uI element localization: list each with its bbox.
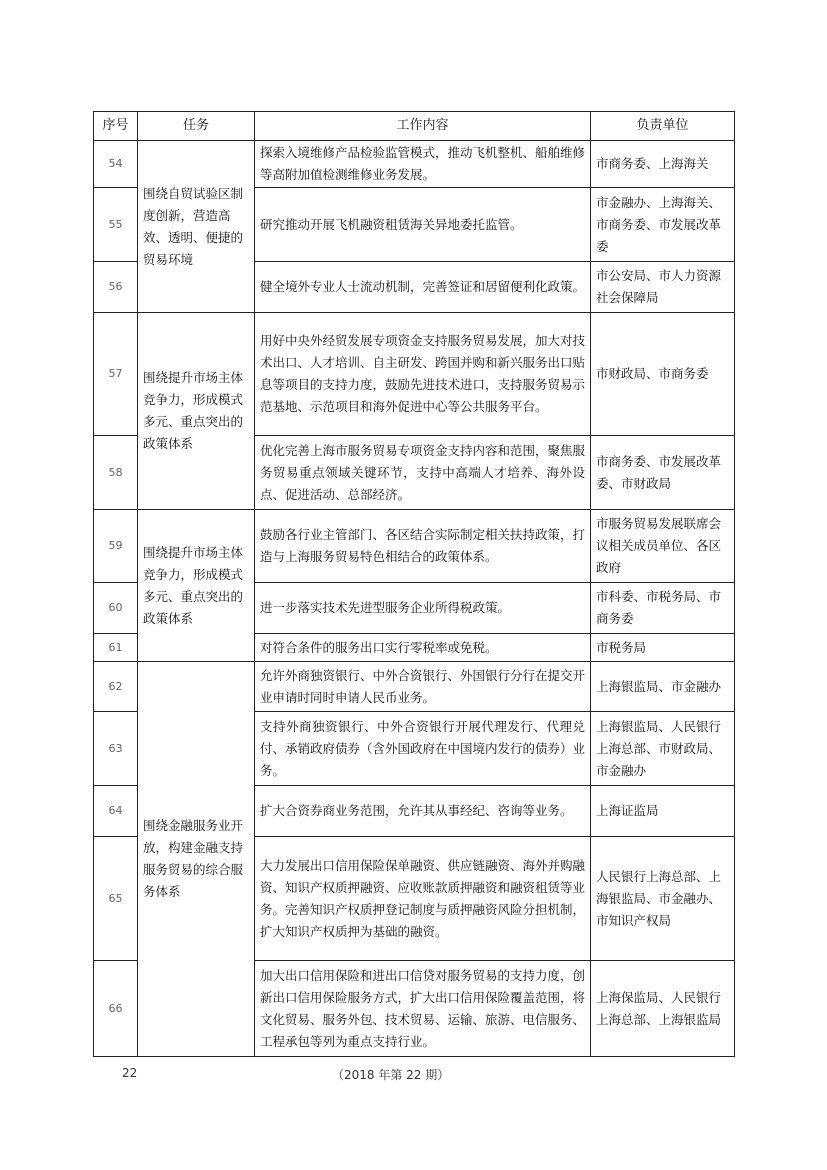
table-row <box>94 510 735 583</box>
row-seq: 60 <box>94 583 138 634</box>
row-content: 健全境外专业人士流动机制，完善签证和居留便利化政策。 <box>255 262 591 313</box>
row-seq: 57 <box>94 313 138 436</box>
table-row <box>94 141 735 188</box>
row-content: 鼓励各行业主管部门、各区结合实际制定相关扶持政策，打造与上海服务贸易特色相结合的政策体系。 <box>255 510 591 583</box>
row-content: 支持外商独资银行、中外合资银行开展代理发行、代理兑付、承销政府债券（含外国政府在中国境内发行的债券）业务。 <box>255 712 591 786</box>
row-unit: 上海证监局 <box>591 786 735 837</box>
row-unit: 市商务委、上海海关 <box>591 141 735 188</box>
row-unit: 市金融办、上海海关、市商务委、市发展改革委 <box>591 188 735 262</box>
row-unit: 上海保监局、人民银行上海总部、上海银监局 <box>591 961 735 1057</box>
row-unit: 市科委、市税务局、市商务委 <box>591 583 735 634</box>
task-table <box>93 111 735 1057</box>
row-content: 研究推动开展飞机融资租赁海关异地委托监管。 <box>255 188 591 262</box>
task-cell: 围绕提升市场主体竞争力，形成模式多元、重点突出的政策体系 <box>138 510 255 662</box>
header-seq: 序号 <box>94 112 138 141</box>
row-unit: 上海银监局、人民银行上海总部、市财政局、市金融办 <box>591 712 735 786</box>
row-seq: 65 <box>94 837 138 961</box>
row-unit: 人民银行上海总部、上海银监局、市金融办、市知识产权局 <box>591 837 735 961</box>
row-seq: 66 <box>94 961 138 1057</box>
row-content: 优化完善上海市服务贸易专项资金支持内容和范围，聚焦服务贸易重点领域关键环节，支持中高端人才培养、海外设点、促进活动、总部经济。 <box>255 436 591 510</box>
row-content: 扩大合资券商业务范围，允许其从事经纪、咨询等业务。 <box>255 786 591 837</box>
row-unit: 市税务局 <box>591 634 735 662</box>
row-content: 用好中央外经贸发展专项资金支持服务贸易发展，加大对技术出口、人才培训、自主研发、跨国并购和新兴服务出口贴息等项目的支持力度，鼓励先进技术进口，支持服务贸易示范基地、示范项目和海外促进中心等公共服务平台。 <box>255 313 591 436</box>
header-content: 工作内容 <box>255 112 591 141</box>
row-content: 加大出口信用保险和进出口信贷对服务贸易的支持力度，创新出口信用保险服务方式，扩大出口信用保险覆盖范围，将文化贸易、服务外包、技术贸易、运输、旅游、电信服务、工程承包等列为重点支持行业。 <box>255 961 591 1057</box>
header-task: 任务 <box>138 112 255 141</box>
task-cell: 围绕自贸试验区制度创新，营造高效、透明、便捷的贸易环境 <box>138 141 255 313</box>
row-content: 对符合条件的服务出口实行零税率或免税。 <box>255 634 591 662</box>
row-content: 探索入境维修产品检验监管模式，推动飞机整机、船舶维修等高附加值检测维修业务发展。 <box>255 141 591 188</box>
header-unit: 负责单位 <box>591 112 735 141</box>
row-seq: 61 <box>94 634 138 662</box>
row-unit: 市商务委、市发展改革委、市财政局 <box>591 436 735 510</box>
row-seq: 56 <box>94 262 138 313</box>
row-seq: 62 <box>94 662 138 712</box>
issue-label: （2018 年第 22 期） <box>332 1068 450 1082</box>
page-number: 22 <box>122 1066 138 1080</box>
row-unit: 市财政局、市商务委 <box>591 313 735 436</box>
row-seq: 59 <box>94 510 138 583</box>
table-row <box>94 662 735 712</box>
task-cell: 围绕提升市场主体竞争力，形成模式多元、重点突出的政策体系 <box>138 313 255 510</box>
table-header-row <box>94 112 735 141</box>
row-seq: 54 <box>94 141 138 188</box>
row-seq: 55 <box>94 188 138 262</box>
row-content: 允许外商独资银行、中外合资银行、外国银行分行在提交开业申请时同时申请人民币业务。 <box>255 662 591 712</box>
row-seq: 58 <box>94 436 138 510</box>
table-row <box>94 313 735 436</box>
task-cell: 围绕金融服务业开放，构建金融支持服务贸易的综合服务体系 <box>138 662 255 1057</box>
row-unit: 市公安局、市人力资源社会保障局 <box>591 262 735 313</box>
row-content: 大力发展出口信用保险保单融资、供应链融资、海外并购融资、知识产权质押融资、应收账款质押融资和融资租赁等业务。完善知识产权质押登记制度与质押融资风险分担机制，扩大知识产权质押为基础的融资。 <box>255 837 591 961</box>
row-seq: 64 <box>94 786 138 837</box>
row-unit: 市服务贸易发展联席会议相关成员单位、各区政府 <box>591 510 735 583</box>
row-seq: 63 <box>94 712 138 786</box>
row-content: 进一步落实技术先进型服务企业所得税政策。 <box>255 583 591 634</box>
row-unit: 上海银监局、市金融办 <box>591 662 735 712</box>
